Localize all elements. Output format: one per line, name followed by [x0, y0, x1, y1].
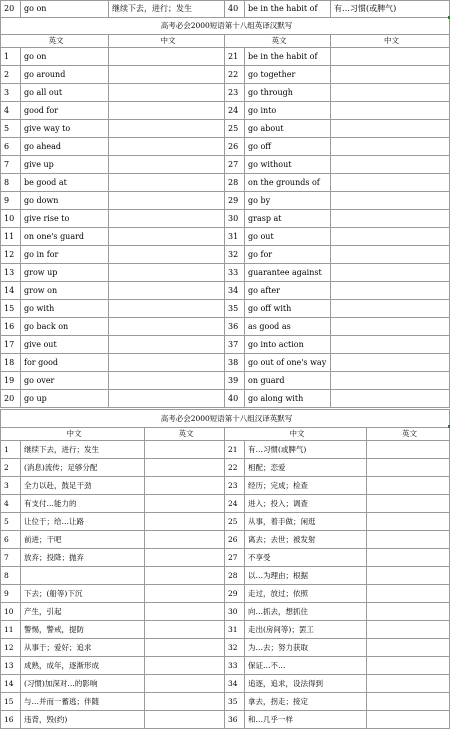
answer-blank [367, 441, 450, 459]
row-number: 26 [225, 531, 245, 549]
english-phrase: give way to [21, 120, 109, 138]
row-number: 8 [1, 567, 21, 585]
answer-blank [145, 531, 225, 549]
row-number: 34 [225, 675, 245, 693]
english-phrase: go together [245, 66, 331, 84]
row-number: 17 [1, 336, 21, 354]
row-number: 23 [225, 477, 245, 495]
row-number: 13 [1, 264, 21, 282]
english-phrase: on guard [245, 372, 331, 390]
chinese-meaning: 进入；投入；调查 [245, 495, 367, 513]
chinese-meaning: 以…为理由；根据 [245, 567, 367, 585]
table-row [1, 372, 450, 390]
english-phrase: go for [245, 246, 331, 264]
answer-blank [331, 318, 450, 336]
row-number: 30 [225, 210, 245, 228]
answer-blank [145, 693, 225, 711]
answer-blank [331, 210, 450, 228]
answer-blank [109, 66, 225, 84]
answer-blank [331, 228, 450, 246]
column-header-english: 英文 [225, 35, 331, 48]
row-number: 7 [1, 549, 21, 567]
answer-blank [367, 495, 450, 513]
english-phrase: go into action [245, 336, 331, 354]
column-header-chinese: 中文 [109, 35, 225, 48]
answer-blank [109, 120, 225, 138]
row-number: 6 [1, 531, 21, 549]
table-row [1, 318, 450, 336]
chinese-meaning: (消息)流传；足够分配 [21, 459, 145, 477]
chinese-meaning: 警惕，警戒，提防 [21, 621, 145, 639]
table-row [1, 513, 450, 531]
english-phrase: go through [245, 84, 331, 102]
english-phrase: go up [21, 390, 109, 408]
table-row [1, 639, 450, 657]
table-row [1, 228, 450, 246]
row-number: 9 [1, 192, 21, 210]
row-number: 22 [225, 459, 245, 477]
table-row [1, 603, 450, 621]
answer-blank [331, 264, 450, 282]
row-number: 35 [225, 300, 245, 318]
chinese-meaning: 继续下去，进行；发生 [21, 441, 145, 459]
english-phrase: go without [245, 156, 331, 174]
english-phrase: go out [245, 228, 331, 246]
table-row [1, 675, 450, 693]
column-header-english: 英文 [145, 428, 225, 441]
english-phrase: go along with [245, 390, 331, 408]
column-header-english: 英文 [1, 35, 109, 48]
answer-blank [331, 48, 450, 66]
chinese-meaning: 走出(房间等)；罢工 [245, 621, 367, 639]
english-phrase: be in the habit of [245, 1, 331, 18]
answer-blank [145, 621, 225, 639]
answer-blank [145, 495, 225, 513]
answer-blank [331, 66, 450, 84]
table-row [1, 336, 450, 354]
row-number: 12 [1, 246, 21, 264]
answer-blank [109, 48, 225, 66]
table-row [1, 495, 450, 513]
english-phrase: go back on [21, 318, 109, 336]
row-number: 1 [1, 441, 21, 459]
answer-blank [331, 246, 450, 264]
chinese-meaning: (习惯)加深对…的影响 [21, 675, 145, 693]
chinese-meaning: 产生，引起 [21, 603, 145, 621]
row-number: 31 [225, 228, 245, 246]
chinese-meaning: 追逐，追求，设法得到 [245, 675, 367, 693]
answer-blank [145, 603, 225, 621]
row-number: 34 [225, 282, 245, 300]
row-number: 11 [1, 228, 21, 246]
answer-blank [109, 102, 225, 120]
chinese-meaning: 让位于；给…让路 [21, 513, 145, 531]
answer-blank [109, 354, 225, 372]
row-number: 19 [1, 372, 21, 390]
table-row [1, 657, 450, 675]
chinese-to-english-table [0, 409, 450, 729]
row-number: 25 [225, 513, 245, 531]
column-header-chinese: 中文 [331, 35, 450, 48]
answer-blank [367, 567, 450, 585]
table-row [1, 210, 450, 228]
row-number: 35 [225, 693, 245, 711]
table-row [1, 138, 450, 156]
answer-blank [367, 549, 450, 567]
row-number: 6 [1, 138, 21, 156]
row-number: 10 [1, 210, 21, 228]
chinese-meaning: 从事于；爱好；追求 [21, 639, 145, 657]
chinese-meaning: 从事，着手做；闲逛 [245, 513, 367, 531]
row-number: 16 [1, 318, 21, 336]
answer-blank [367, 675, 450, 693]
answer-blank [145, 549, 225, 567]
chinese-meaning: 拿去，拐走；接定 [245, 693, 367, 711]
answer-blank [331, 354, 450, 372]
answer-blank [367, 657, 450, 675]
row-number: 25 [225, 120, 245, 138]
chinese-meaning: 继续下去，进行；发生 [109, 1, 225, 18]
answer-blank [331, 120, 450, 138]
answer-blank [109, 138, 225, 156]
chinese-meaning: 离去；去世；被发射 [245, 531, 367, 549]
row-number: 39 [225, 372, 245, 390]
english-phrase: be good at [21, 174, 109, 192]
english-phrase: go about [245, 120, 331, 138]
chinese-meaning: 有…习惯(或脾气) [331, 1, 450, 18]
table-row [1, 174, 450, 192]
row-number: 21 [225, 441, 245, 459]
english-phrase: go in for [21, 246, 109, 264]
row-number: 7 [1, 156, 21, 174]
english-phrase: give up [21, 156, 109, 174]
row-number: 24 [225, 495, 245, 513]
section-title: 高考必会2000短语第十八组汉译英默写 [1, 410, 450, 428]
answer-blank [109, 264, 225, 282]
answer-blank [145, 477, 225, 495]
chinese-meaning: 为…去；努力获取 [245, 639, 367, 657]
row-number: 26 [225, 138, 245, 156]
table-row [1, 156, 450, 174]
row-number: 20 [1, 390, 21, 408]
table-row [1, 1, 450, 18]
chinese-meaning: 经历；完成；检查 [245, 477, 367, 495]
answer-blank [109, 318, 225, 336]
answer-blank [109, 336, 225, 354]
row-number: 28 [225, 567, 245, 585]
column-header-chinese: 中文 [225, 428, 367, 441]
english-phrase: go down [21, 192, 109, 210]
table-row [1, 390, 450, 408]
row-number: 22 [225, 66, 245, 84]
table-row [1, 120, 450, 138]
chinese-meaning: 有…习惯(或脾气) [245, 441, 367, 459]
answer-blank [367, 603, 450, 621]
chinese-meaning: 前进；干吧 [21, 531, 145, 549]
english-phrase: go off with [245, 300, 331, 318]
english-phrase: grow on [21, 282, 109, 300]
answer-blank [145, 675, 225, 693]
chinese-meaning: 成熟，成年，逐渐形成 [21, 657, 145, 675]
answer-blank [331, 156, 450, 174]
column-header-english: 英文 [367, 428, 450, 441]
answer-blank [367, 693, 450, 711]
row-number: 36 [225, 711, 245, 729]
row-number: 31 [225, 621, 245, 639]
english-phrase: be in the habit of [245, 48, 331, 66]
answer-blank [331, 174, 450, 192]
table-row [1, 66, 450, 84]
table-row [1, 567, 450, 585]
answer-blank [331, 192, 450, 210]
answer-blank [109, 228, 225, 246]
chinese-meaning: 全力以赴，鼓足干劲 [21, 477, 145, 495]
row-number: 5 [1, 513, 21, 531]
english-phrase: go into [245, 102, 331, 120]
chinese-meaning: 放弃；投降；抛弃 [21, 549, 145, 567]
answer-blank [145, 441, 225, 459]
english-phrase: go around [21, 66, 109, 84]
row-number: 3 [1, 477, 21, 495]
answer-blank [109, 282, 225, 300]
chinese-meaning: 和…几乎一样 [245, 711, 367, 729]
answer-blank [109, 174, 225, 192]
answer-blank [367, 639, 450, 657]
answer-blank [367, 513, 450, 531]
answer-blank [367, 531, 450, 549]
row-number: 27 [225, 156, 245, 174]
row-number: 27 [225, 549, 245, 567]
chinese-meaning: 保证…不… [245, 657, 367, 675]
row-number: 2 [1, 459, 21, 477]
answer-blank [331, 372, 450, 390]
row-number: 11 [1, 621, 21, 639]
english-phrase: go by [245, 192, 331, 210]
table-row [1, 459, 450, 477]
row-number: 37 [225, 336, 245, 354]
table-row [1, 282, 450, 300]
table-row [1, 441, 450, 459]
answer-blank [109, 372, 225, 390]
english-phrase: give rise to [21, 210, 109, 228]
answer-blank [109, 84, 225, 102]
answer-blank [367, 621, 450, 639]
row-number: 13 [1, 657, 21, 675]
answer-blank [109, 300, 225, 318]
table-row [1, 711, 450, 729]
english-phrase: good for [21, 102, 109, 120]
row-number: 16 [1, 711, 21, 729]
answer-blank [145, 639, 225, 657]
answer-blank [145, 513, 225, 531]
answer-blank [331, 102, 450, 120]
table-row [1, 531, 450, 549]
row-number: 32 [225, 639, 245, 657]
answer-blank [145, 459, 225, 477]
answer-blank [367, 477, 450, 495]
row-number: 14 [1, 675, 21, 693]
english-phrase: go off [245, 138, 331, 156]
row-number: 8 [1, 174, 21, 192]
chinese-meaning: 违背，毁(约) [21, 711, 145, 729]
row-number: 23 [225, 84, 245, 102]
answer-blank [145, 657, 225, 675]
row-number: 38 [225, 354, 245, 372]
table-row [1, 693, 450, 711]
row-number: 10 [1, 603, 21, 621]
row-number: 40 [225, 390, 245, 408]
row-number: 1 [1, 48, 21, 66]
english-phrase: on the grounds of [245, 174, 331, 192]
answer-blank [331, 84, 450, 102]
english-phrase: grow up [21, 264, 109, 282]
english-phrase: as good as [245, 318, 331, 336]
table-row [1, 84, 450, 102]
answer-blank [367, 585, 450, 603]
row-number: 4 [1, 495, 21, 513]
table-row [1, 246, 450, 264]
answer-blank [109, 246, 225, 264]
english-phrase: go out of one's way [245, 354, 331, 372]
answer-blank [109, 192, 225, 210]
english-to-chinese-rows [1, 48, 450, 408]
row-number: 15 [1, 300, 21, 318]
answer-blank [367, 711, 450, 729]
table-row [1, 300, 450, 318]
answer-blank [109, 390, 225, 408]
english-phrase: go ahead [21, 138, 109, 156]
english-phrase: on one's guard [21, 228, 109, 246]
row-number: 29 [225, 192, 245, 210]
answer-blank [145, 567, 225, 585]
row-number: 14 [1, 282, 21, 300]
row-number: 15 [1, 693, 21, 711]
english-phrase: guarantee against [245, 264, 331, 282]
chinese-meaning: 走过，放过；依照 [245, 585, 367, 603]
chinese-meaning: 下去；(船等)下沉 [21, 585, 145, 603]
table-row [1, 102, 450, 120]
english-phrase: for good [21, 354, 109, 372]
row-number: 2 [1, 66, 21, 84]
english-phrase: go all out [21, 84, 109, 102]
english-phrase: go on [21, 1, 109, 18]
row-number: 5 [1, 120, 21, 138]
answer-blank [109, 210, 225, 228]
answer-blank [331, 336, 450, 354]
table-row [1, 477, 450, 495]
english-phrase: go with [21, 300, 109, 318]
table-row [1, 621, 450, 639]
table-row [1, 264, 450, 282]
column-header-chinese: 中文 [1, 428, 145, 441]
top-partial-table [0, 0, 450, 18]
row-number: 4 [1, 102, 21, 120]
chinese-meaning: 不享受 [245, 549, 367, 567]
english-phrase: go on [21, 48, 109, 66]
row-number: 12 [1, 639, 21, 657]
row-number: 33 [225, 264, 245, 282]
row-number: 24 [225, 102, 245, 120]
answer-blank [145, 585, 225, 603]
chinese-meaning [21, 567, 145, 585]
row-number: 3 [1, 84, 21, 102]
section-title: 高考必会2000短语第十八组英译汉默写 [1, 18, 450, 35]
row-number: 33 [225, 657, 245, 675]
chinese-meaning: 与…并而一蓄逃；伴随 [21, 693, 145, 711]
english-phrase: give out [21, 336, 109, 354]
answer-blank [331, 390, 450, 408]
table-row [1, 192, 450, 210]
table-row [1, 585, 450, 603]
row-number: 36 [225, 318, 245, 336]
row-number: 20 [1, 1, 21, 18]
answer-blank [109, 156, 225, 174]
answer-blank [331, 138, 450, 156]
english-to-chinese-table [0, 17, 450, 408]
chinese-meaning: 向…抓去，想抓住 [245, 603, 367, 621]
row-number: 30 [225, 603, 245, 621]
answer-blank [145, 711, 225, 729]
table-row [1, 48, 450, 66]
row-number: 29 [225, 585, 245, 603]
table-row [1, 549, 450, 567]
english-phrase: go over [21, 372, 109, 390]
english-phrase: go after [245, 282, 331, 300]
answer-blank [331, 282, 450, 300]
chinese-to-english-rows [1, 441, 450, 729]
row-number: 21 [225, 48, 245, 66]
row-number: 9 [1, 585, 21, 603]
answer-blank [367, 459, 450, 477]
row-number: 28 [225, 174, 245, 192]
row-number: 40 [225, 1, 245, 18]
english-phrase: grasp at [245, 210, 331, 228]
chinese-meaning: 相配；恋爱 [245, 459, 367, 477]
row-number: 18 [1, 354, 21, 372]
answer-blank [331, 300, 450, 318]
chinese-meaning: 有支付…能力的 [21, 495, 145, 513]
row-number: 32 [225, 246, 245, 264]
table-row [1, 354, 450, 372]
